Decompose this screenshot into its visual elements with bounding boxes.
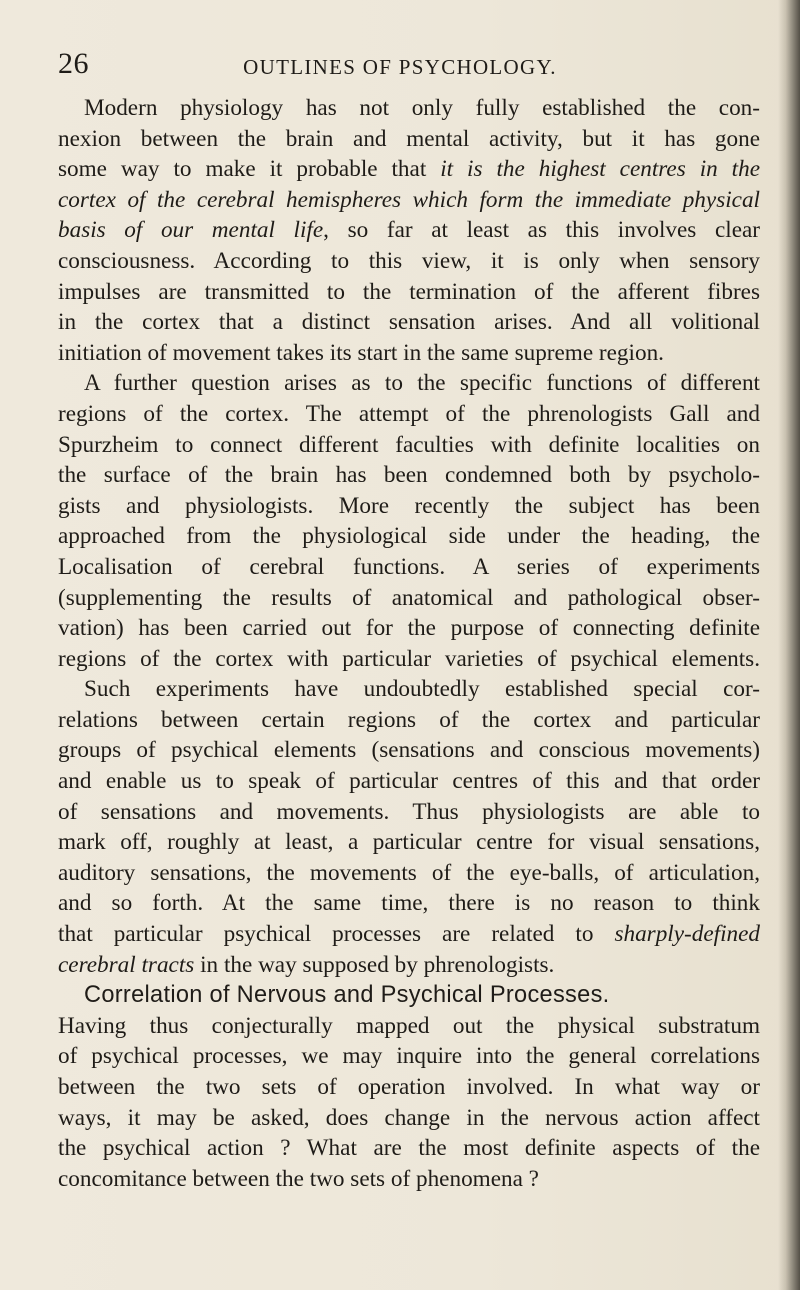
text-line: between the two sets of operation involved. In what way or [58, 1074, 760, 1100]
text-line: concomitance between the two sets of phenomena ? [58, 1165, 539, 1192]
text-line: initiation of movement takes its start in the same supreme region. [58, 339, 664, 366]
section-heading-text: Correlation of Nervous and Psychical Processes. [84, 982, 610, 1009]
text-line: consciousness. According to this view, it is only when sensory [58, 247, 760, 274]
text-line: relations between certain regions of the cortex and particular [58, 706, 760, 733]
page-edge-shadow [778, 0, 800, 1290]
text-line: and enable us to speak of particular centres of this and that order [58, 768, 760, 795]
text-line: of sensations and movements. Thus physiologists are able to [58, 798, 760, 825]
page-number: 26 [58, 47, 89, 80]
text-line: auditory sensations, the movements of the eye-balls, of articulation, [58, 859, 760, 886]
italic-span: it is the highest centres in the [440, 156, 760, 183]
text-line: the surface of the brain has been condemned both by psycholo- [58, 462, 760, 489]
text-line: Such experiments have undoubtedly established special cor- [84, 676, 760, 703]
text-line: Modern physiology has not only fully established the con- [84, 95, 760, 121]
text-span: , so far at least as this involves clear [323, 217, 760, 244]
text-line: of psychical processes, we may inquire into the general correlations [58, 1043, 760, 1070]
text-line [58, 215, 760, 246]
text-line: impulses are transmitted to the termination of the afferent fibres [58, 278, 760, 305]
text-line: regions of the cortex. The attempt of the phrenologists Gall and [58, 400, 760, 427]
text-line: Having thus conjecturally mapped out the physical substratum [58, 1012, 760, 1039]
text-span: some way to make it probable that [58, 156, 441, 183]
text-line: A further question arises as to the specific functions of different [84, 370, 760, 397]
italic-span: cerebral tracts [58, 951, 195, 978]
text-line: in the cortex that a distinct sensation arises. And all volitional [58, 309, 760, 336]
text-line [58, 919, 760, 950]
text-line: ways, it may be asked, does change in the nervous action affect [58, 1104, 760, 1131]
text-line: groups of psychical elements (sensations and conscious movements) [58, 737, 760, 764]
text-line: and so forth. At the same time, there is no reason to think [58, 890, 760, 917]
italic-span: basis of our mental life [58, 217, 324, 244]
text-span: that particular psychical processes are related to [58, 921, 615, 948]
text-line: regions of the cortex with particular varieties of psychical elements. [58, 645, 760, 672]
section-heading [58, 980, 760, 1011]
italic-span: cortex of the cerebral hemispheres which form the immediate physical [58, 186, 760, 213]
text-line: nexion between the brain and mental activity, but it has gone [58, 125, 760, 152]
text-line: (supplementing the results of anatomical and pathological obser- [58, 584, 760, 611]
text-line: approached from the physiological side under the heading, the [58, 523, 760, 550]
text-line: Localisation of cerebral functions. A series of experiments [58, 553, 760, 580]
running-head: OUTLINES OF PSYCHOLOGY. [243, 55, 557, 79]
italic-span: sharply-defined [614, 921, 760, 948]
page-header [0, 47, 800, 87]
body-text [58, 93, 760, 1194]
text-line: gists and physiologists. More recently the subject has been [58, 492, 760, 519]
text-span: in the way supposed by phrenologists. [194, 951, 555, 978]
text-line [58, 185, 760, 216]
text-line [58, 950, 760, 981]
text-line [58, 154, 760, 185]
text-line: mark off, roughly at least, a particular centre for visual sensations, [58, 829, 760, 856]
text-line: Spurzheim to connect different faculties with definite localities on [58, 431, 760, 458]
text-line: vation) has been carried out for the purpose of connecting definite [58, 615, 760, 642]
text-line: the psychical action ? What are the most definite aspects of the [58, 1135, 760, 1162]
